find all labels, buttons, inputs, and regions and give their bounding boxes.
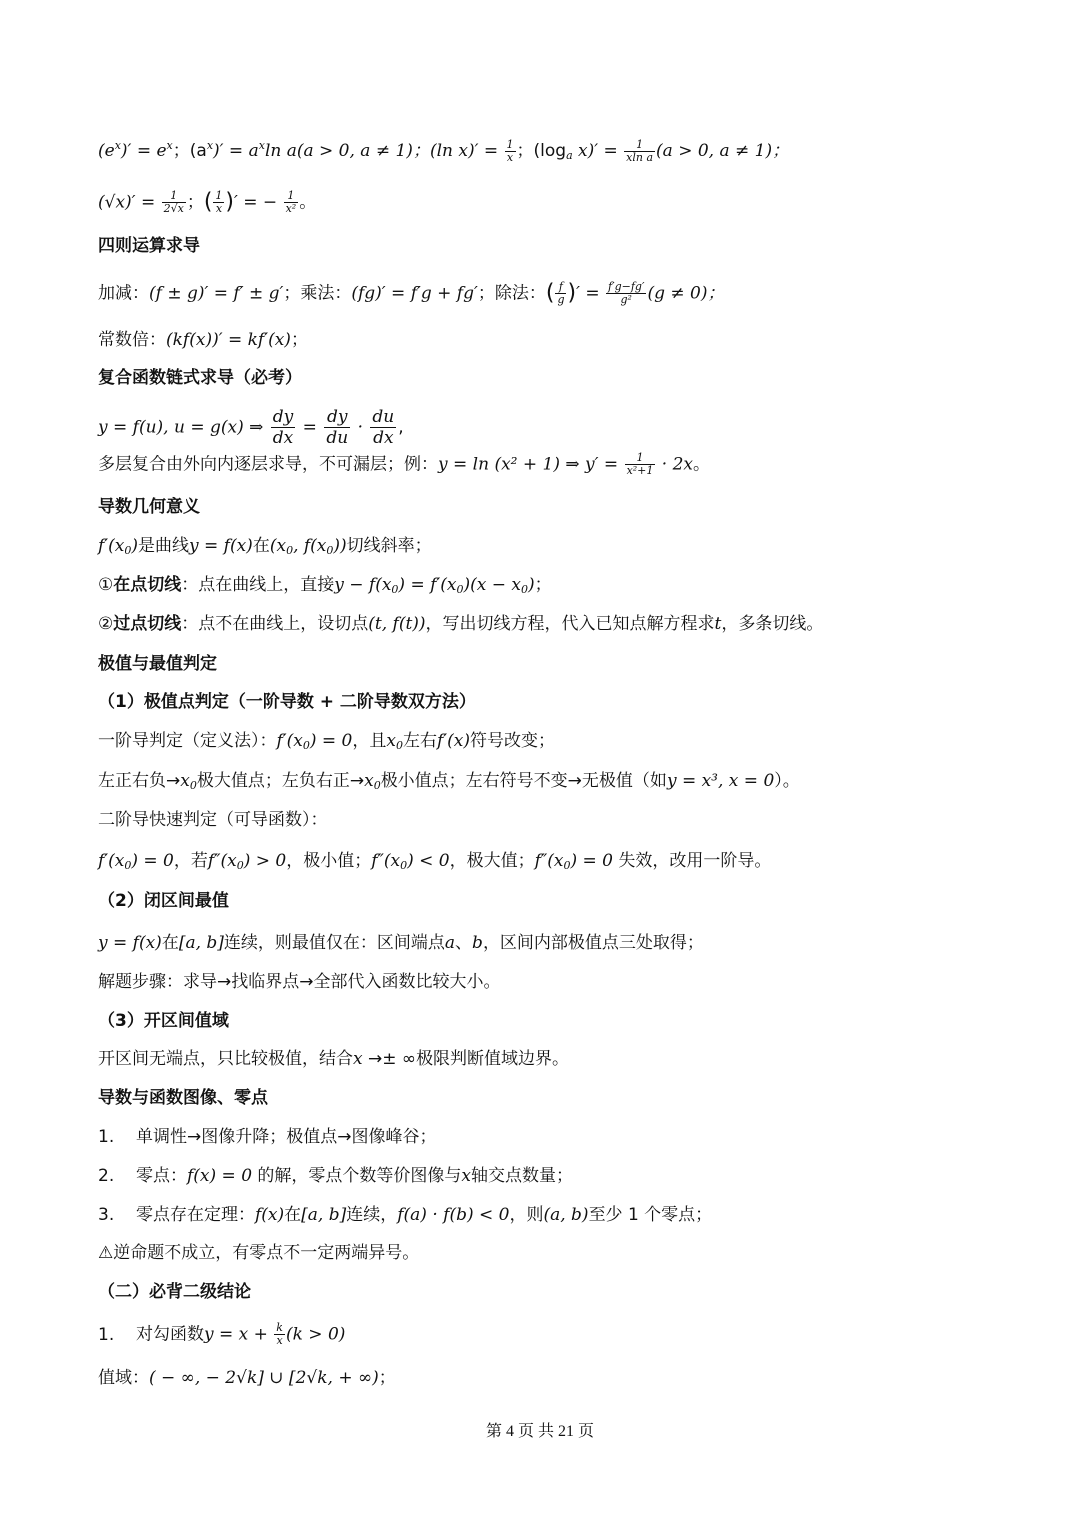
heading-chain-rule: 复合函数链式求导（必考）	[98, 368, 302, 388]
heading-geometric-meaning: 导数几何意义	[98, 497, 200, 517]
heading-secondary-conclusions: （二）必背二级结论	[98, 1282, 251, 1302]
heading-graph-zeros: 导数与函数图像、零点	[98, 1088, 268, 1108]
heading-extreme-point-test: （1）极值点判定（一阶导数 + 二阶导数双方法）	[98, 692, 476, 712]
solving-steps-line: 解题步骤：求导→找临界点→全部代入函数比较大小。	[98, 972, 501, 992]
second-derivative-test-line: $f'(x_0) = 0$，若$f''(x_0) > 0$，极小值；$f''(x_0) < 0$，极大值；$f''(x_0) = 0$ 失效，改用一阶导。	[98, 851, 772, 872]
arithmetic-rules-line: 加减：(f ± g)′ = f′ ± g′；乘法：(fg)′ = f′g + fg′；除法：( $\frac{f}{g}$ )′ = $\frac{f'g-fg'}{\text{g²}}$ (g ≠ 0)；	[98, 280, 725, 306]
second-derivative-test-heading: 二阶导快速判定（可导函数）：	[98, 810, 328, 830]
warning-note-line: ⚠逆命题不成立，有零点不一定两端异号。	[98, 1243, 420, 1263]
open-interval-line: 开区间无端点，只比较极值，结合x →± ∞极限判断值域边界。	[98, 1049, 570, 1069]
hook-function-line: 1. 对勾函数y = x + $\frac{k}{x}$ (k > 0)	[98, 1321, 346, 1347]
heading-open-interval: （3）开区间值域	[98, 1011, 229, 1031]
page-footer: 第 4 页 共 21 页	[485, 1423, 594, 1440]
closed-interval-line: y = f(x)在[a, b]连续，则最值仅在：区间端点a、b，区间内部极值点三处取得；	[98, 933, 704, 953]
tangent-slope-line: $f'(x_0)$是曲线y = f(x)在($x_0$, $f(x_0)$)切线斜率；	[98, 536, 432, 557]
tangent-at-point-line: ①在点切线：点在曲线上，直接$y - f(x_0) = f'(x_0)(x - x_0)$；	[98, 575, 552, 596]
heading-extreme-values: 极值与最值判定	[98, 654, 217, 674]
range-line: 值域：( − ∞, − 2√k] ∪ [2√k, + ∞)；	[98, 1368, 396, 1388]
chain-rule-example: 多层复合由外向内逐层求导，不可漏层；例：y = ln (x² + 1) ⇒ y′ = $\frac{1}{\text{x²+1}}$ · 2x。	[98, 451, 711, 477]
list-item: 2. 零点：f(x) = 0 的解，零点个数等价图像与x轴交点数量；	[98, 1166, 574, 1186]
heading-four-operations: 四则运算求导	[98, 236, 200, 256]
heading-closed-interval: （2）闭区间最值	[98, 891, 229, 911]
first-derivative-test-line: 一阶导判定（定义法）：$f'(x_0) = 0$，且$x_0$左右f′(x)符号改变；	[98, 731, 555, 752]
list-item: 3. 零点存在定理：f(x)在[a, b]连续，f(a) · f(b) < 0，则(a, b)至少 1 个零点；	[98, 1205, 713, 1225]
list-item: 1. 单调性→图像升降；极值点→图像峰谷；	[98, 1127, 437, 1147]
chain-rule-formula: y = f(u), u = g(x) ⇒ $\frac{dy}{dx}$ = $\frac{dy}{du}$ · $\frac{du}{dx}$ ,	[98, 407, 404, 448]
derivative-formulas-line-1: $(e^x)' = e^x$；$(a^x)' = a^x\ln$ a(a > 0, a ≠ 1)；(ln x)′ = $\frac{1}{x}$ ；($\log_a$ x)′ = $\frac{1}{\text{xln a}}$ (a > 0, a ≠ 1)；	[98, 137, 790, 164]
sign-change-rule-line: 左正右负$\to x_0$极大值点；左负右正$\to x_0$极小值点；左右符号不变→无极值（如y = x³, x = 0）。	[98, 771, 800, 792]
derivative-formulas-line-2: (√x)′ = $\frac{1}{2√x}$ ；( $\frac{1}{x}$ )′ = − $\frac{1}{\text{x²}}$ 。	[98, 189, 317, 215]
constant-multiple-line: 常数倍：(kf(x))′ = kf′(x)；	[98, 330, 308, 350]
tangent-through-point-line: ②过点切线：点不在曲线上，设切点(t, f(t))，写出切线方程，代入已知点解方程求t，多条切线。	[98, 614, 824, 634]
